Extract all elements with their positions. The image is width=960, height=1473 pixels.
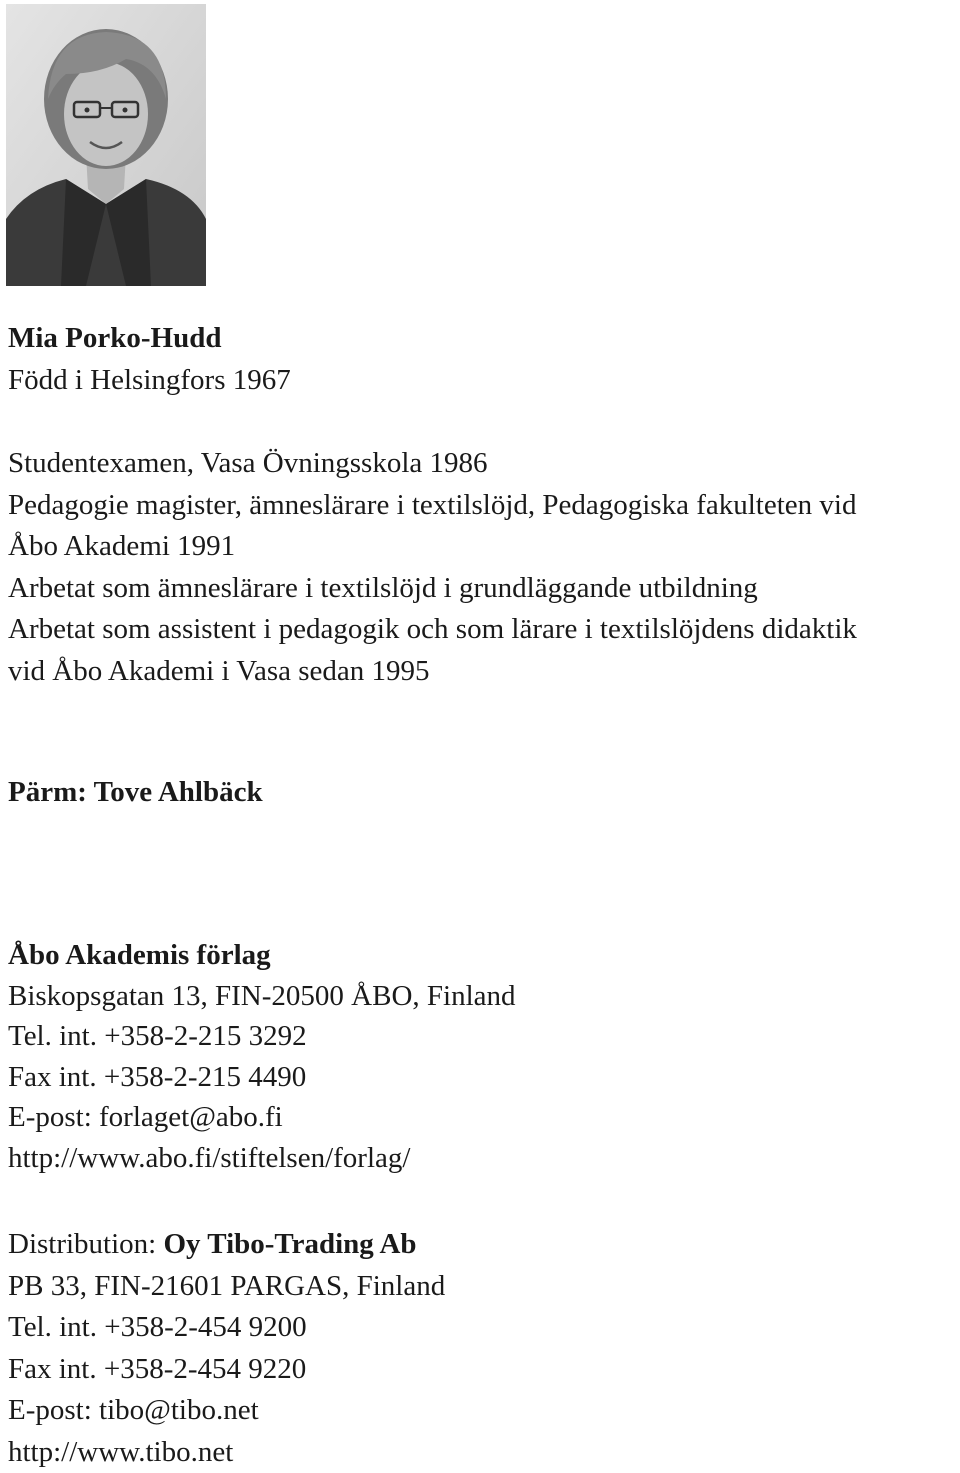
publisher-phone: Tel. int. +358-2-215 3292 bbox=[8, 1020, 307, 1052]
publisher-website: http://www.abo.fi/stiftelsen/forlag/ bbox=[8, 1141, 411, 1174]
distribution-email: E-post: tibo@tibo.net bbox=[8, 1394, 259, 1426]
publisher-address: Biskopsgatan 13, FIN-20500 ÅBO, Finland bbox=[8, 979, 516, 1012]
distribution-section bbox=[8, 1224, 445, 1473]
bio-line: Pedagogie magister, ämneslärare i textilslöjd, Pedagogiska fakulteten vid bbox=[8, 488, 857, 521]
cover-credit-section bbox=[8, 772, 263, 814]
cover-credit: Pärm: Tove Ahlbäck bbox=[8, 776, 263, 808]
author-name: Mia Porko-Hudd bbox=[8, 322, 222, 354]
portrait-illustration bbox=[6, 4, 206, 286]
bio-line: Arbetat som ämneslärare i textilslöjd i grundläggande utbildning bbox=[8, 571, 758, 604]
publisher-name: Åbo Akademis förlag bbox=[8, 939, 271, 971]
distribution-line bbox=[8, 1224, 445, 1266]
bio-line: vid Åbo Akademi i Vasa sedan 1995 bbox=[8, 654, 430, 687]
distribution-label: Distribution: bbox=[8, 1228, 164, 1260]
distribution-phone: Tel. int. +358-2-454 9200 bbox=[8, 1311, 307, 1343]
distribution-website: http://www.tibo.net bbox=[8, 1435, 234, 1468]
author-biography bbox=[8, 443, 857, 692]
author-portrait-photo bbox=[6, 4, 206, 286]
distribution-fax: Fax int. +358-2-454 9220 bbox=[8, 1352, 307, 1385]
bio-line: Åbo Akademi 1991 bbox=[8, 530, 236, 562]
author-section bbox=[8, 318, 291, 401]
distribution-company: Oy Tibo-Trading Ab bbox=[163, 1228, 417, 1260]
author-birth: Född i Helsingfors 1967 bbox=[8, 363, 291, 396]
bio-line: Studentexamen, Vasa Övningsskola 1986 bbox=[8, 447, 488, 479]
publisher-section bbox=[8, 935, 516, 1178]
distribution-address: PB 33, FIN-21601 PARGAS, Finland bbox=[8, 1269, 446, 1302]
publisher-fax: Fax int. +358-2-215 4490 bbox=[8, 1060, 307, 1093]
publisher-email: E-post: forlaget@abo.fi bbox=[8, 1101, 283, 1133]
bio-line: Arbetat som assistent i pedagogik och som lärare i textilslöjdens didaktik bbox=[8, 613, 857, 645]
